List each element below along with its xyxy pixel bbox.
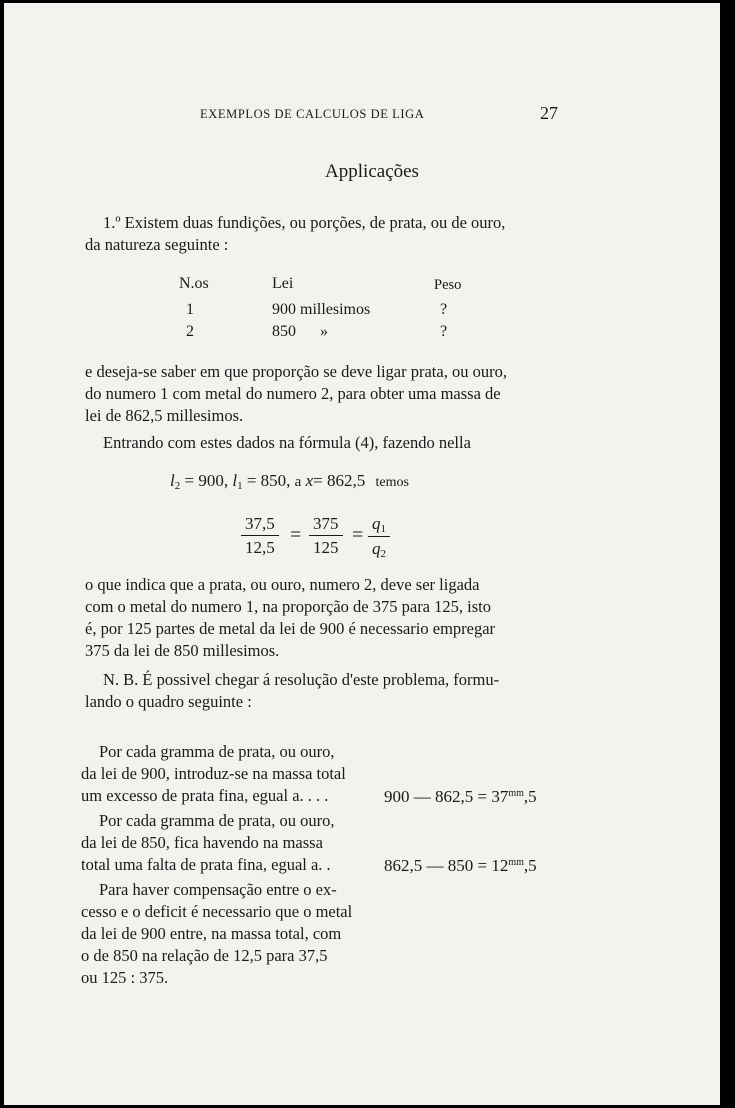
table-cell: 2 (186, 323, 194, 340)
quadro-block-1 (81, 741, 367, 807)
fraction-3: $\frac{q_1}{q_2}$ (368, 514, 390, 560)
page-number: 27 (540, 103, 558, 123)
text-line: N. B. É possivel chegar á resolução d'este problema, formu- (103, 670, 500, 689)
substitution-formula: $l_2 = 900$, $l_1 = 850$, a x= 862,5 temos (170, 471, 409, 492)
fraction-1: $\frac{37,5}{12,5}$ (241, 514, 279, 558)
text-line: do numero 1 com metal do numero 2, para obter uma massa de (85, 384, 501, 403)
text-line: total uma falta de prata fina, egual a. . (81, 855, 331, 874)
text-line: ou 125 : 375. (81, 968, 169, 987)
text-line: 375 da lei de 850 millesimos. (85, 641, 280, 660)
table-header-lei: Lei (272, 275, 294, 292)
book-page (4, 3, 720, 1105)
paragraph-entering: Entrando com estes dados na fórmula (4), fazendo nella (103, 433, 471, 452)
calc-deficit: 862,5 — $850 = 12^{mm},5$ (384, 856, 537, 875)
table-cell: 850 » (272, 323, 328, 340)
text-line: lei de 862,5 millesimos. (85, 406, 244, 425)
text-line: o que indica que a prata, ou ouro, numero 2, deve ser ligada (85, 575, 480, 594)
quadro-block-2 (81, 810, 367, 876)
text-line: é, por 125 partes de metal da lei de 900 é necessario empregar (85, 619, 496, 638)
text-line: cesso e o deficit é necessario que o metal (81, 902, 353, 921)
equals-sign: = (290, 524, 302, 546)
text-line: lando o quadro seguinte : (85, 692, 252, 711)
table-header-peso: Peso (434, 277, 462, 293)
equals-sign: = (352, 524, 364, 546)
table-cell: ? (440, 323, 448, 340)
table-cell: 900 millesimos (272, 301, 371, 318)
paragraph-nb (85, 669, 560, 713)
text-line: um excesso de prata fina, egual a. . . . (81, 786, 329, 805)
problem-statement (85, 212, 560, 256)
calc-excess: 900 — $862,5 = 37^{mm},5$ (384, 787, 537, 806)
problem-line: 1.º Existem duas fundições, ou porções, de prata, ou de ouro, (103, 213, 506, 232)
paragraph-indicates (85, 574, 560, 662)
text-line: e deseja-se saber em que proporção se deve ligar prata, ou ouro, (85, 362, 507, 381)
paragraph-desire (85, 361, 560, 427)
text-line: o de 850 na relação de 12,5 para 37,5 (81, 946, 328, 965)
quadro-block-3 (81, 879, 367, 989)
text-line: da lei de 850, fica havendo na massa (81, 833, 323, 852)
text-line: Por cada gramma de prata, ou ouro, (99, 742, 335, 761)
text-line: Para haver compensação entre o ex- (99, 880, 337, 899)
table-header-number: N.os (179, 275, 209, 292)
text-line: Por cada gramma de prata, ou ouro, (99, 811, 335, 830)
problem-line: da natureza seguinte : (85, 235, 229, 254)
running-title: EXEMPLOS DE CALCULOS DE LIGA (200, 107, 425, 121)
text-line: da lei de 900 entre, na massa total, com (81, 924, 342, 943)
table-cell: ? (440, 301, 448, 318)
text-line: da lei de 900, introduz-se na massa total (81, 764, 346, 783)
text-line: com o metal do numero 1, na proporção de 375 para 125, isto (85, 597, 491, 616)
table-cell: 1 (186, 301, 194, 318)
section-title: Applicações (325, 161, 419, 182)
fraction-2: $\frac{375}{125}$ (309, 514, 343, 558)
